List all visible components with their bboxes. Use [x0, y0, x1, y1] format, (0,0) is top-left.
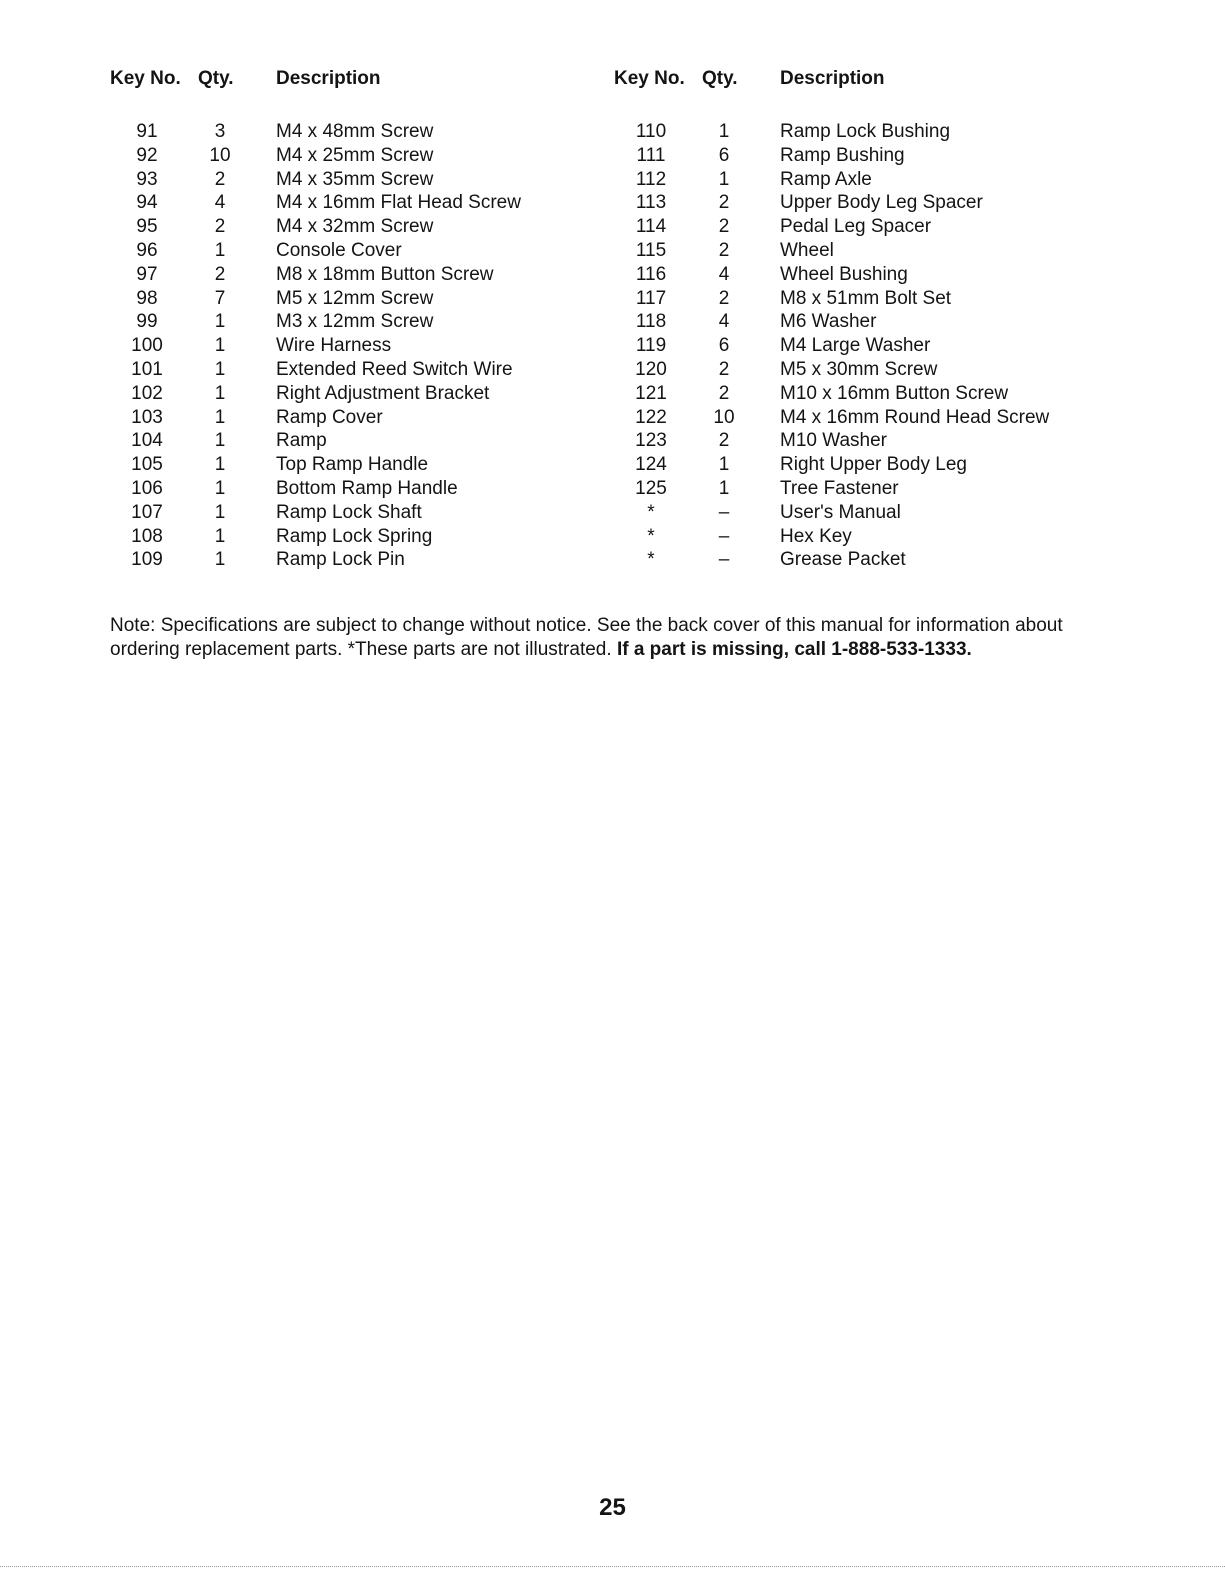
table-row [110, 191, 576, 215]
key-no-cell: 98 [136, 287, 158, 309]
qty-cell: 1 [214, 311, 226, 333]
table-row [614, 453, 1080, 477]
description-cell: Right Adjustment Bracket [276, 382, 490, 404]
key-no-cell: 110 [635, 121, 667, 142]
key-no-cell: 114 [635, 216, 667, 238]
key-no-cell: 121 [635, 382, 667, 404]
qty-cell: 1 [214, 406, 226, 428]
description-cell: Wheel Bushing [780, 263, 908, 285]
key-no-cell: 119 [635, 335, 667, 357]
table-header-row [110, 68, 576, 94]
description-cell: Ramp [276, 430, 327, 452]
description-cell: M6 Washer [780, 311, 877, 333]
table-row [110, 382, 576, 406]
qty-cell: 1 [718, 121, 730, 142]
key-no-cell: 96 [136, 239, 158, 261]
table-row [614, 358, 1080, 382]
description-cell: M4 x 48mm Screw [276, 121, 434, 142]
description-cell: Ramp Cover [276, 406, 383, 428]
qty-cell: 1 [718, 168, 730, 190]
key-no-cell: 109 [131, 549, 163, 571]
description-cell: Tree Fastener [780, 477, 899, 499]
table-row [110, 168, 576, 192]
parts-table-left [110, 68, 576, 572]
missing-part-callout: If a part is missing, call 1-888-533-1333. [616, 639, 972, 660]
table-row [614, 239, 1080, 263]
parts-list-right [614, 94, 1080, 572]
table-row [614, 548, 1080, 572]
note-paragraph [110, 614, 1110, 662]
qty-cell: 6 [718, 335, 730, 357]
table-row [614, 215, 1080, 239]
key-no-cell: 117 [635, 287, 667, 309]
description-cell: M4 x 25mm Screw [276, 144, 434, 166]
table-row [110, 334, 576, 358]
description-cell: Ramp Lock Shaft [276, 501, 422, 523]
qty-cell: 7 [214, 287, 226, 309]
key-no-cell: * [647, 501, 655, 523]
key-no-cell: 122 [635, 406, 667, 428]
key-no-cell: 115 [635, 239, 667, 261]
description-cell: Right Upper Body Leg [780, 454, 967, 476]
qty-cell: 2 [214, 216, 226, 238]
description-cell: Grease Packet [780, 549, 906, 571]
qty-cell: 2 [718, 216, 730, 238]
description-cell: M4 x 32mm Screw [276, 216, 434, 238]
qty-cell: 2 [718, 430, 730, 452]
table-row [614, 120, 1080, 144]
qty-cell: 10 [713, 406, 735, 428]
table-row [614, 287, 1080, 311]
key-no-cell: 92 [136, 144, 158, 166]
qty-cell: 1 [214, 335, 226, 357]
table-row [614, 501, 1080, 525]
key-no-cell: 124 [635, 454, 667, 476]
qty-cell: – [718, 549, 730, 571]
qty-cell: 2 [718, 358, 730, 380]
qty-cell: – [718, 501, 730, 523]
key-no-cell: 123 [635, 430, 667, 452]
table-row [110, 501, 576, 525]
key-no-cell: 113 [635, 192, 667, 214]
description-cell: M10 Washer [780, 430, 887, 452]
description-cell: M4 x 35mm Screw [276, 168, 434, 190]
key-no-cell: 111 [636, 144, 666, 166]
qty-cell: 1 [214, 430, 226, 452]
qty-cell: 1 [214, 358, 226, 380]
description-cell: Ramp Lock Bushing [780, 121, 951, 142]
table-row [110, 453, 576, 477]
qty-cell: 1 [214, 525, 226, 547]
parts-table-right [614, 68, 1080, 572]
key-no-cell: 94 [136, 192, 158, 214]
description-header: Description [276, 68, 381, 89]
key-no-cell: 99 [136, 311, 158, 333]
description-cell: Top Ramp Handle [276, 454, 429, 476]
key-no-cell: 116 [635, 263, 667, 285]
table-row [614, 382, 1080, 406]
qty-cell: 2 [214, 168, 226, 190]
description-cell: Ramp Lock Spring [276, 525, 433, 547]
description-cell: M4 x 16mm Round Head Screw [780, 406, 1050, 428]
key-no-header: Key No. [110, 68, 181, 89]
key-no-cell: * [647, 525, 655, 547]
qty-cell: 1 [718, 477, 730, 499]
table-row [614, 144, 1080, 168]
qty-cell: 1 [214, 239, 226, 261]
key-no-cell: 120 [635, 358, 667, 380]
table-row [614, 334, 1080, 358]
qty-cell: 4 [718, 263, 730, 285]
qty-header: Qty. [198, 68, 234, 89]
qty-cell: 6 [718, 144, 730, 166]
key-no-cell: 112 [635, 168, 667, 190]
description-cell: M5 x 30mm Screw [780, 358, 938, 380]
table-row [614, 168, 1080, 192]
description-cell: M8 x 51mm Bolt Set [780, 287, 952, 309]
key-no-cell: 100 [131, 335, 163, 357]
table-row [110, 144, 576, 168]
description-cell: M5 x 12mm Screw [276, 287, 434, 309]
description-header: Description [780, 68, 885, 89]
key-no-cell: 105 [131, 454, 163, 476]
note-text: Note: Specifications are subject to change without notice. See the back cover of this manual for information about ordering replacement parts. *These parts are not illustrated. [110, 615, 1063, 660]
qty-cell: 1 [214, 382, 226, 404]
description-cell: Wire Harness [276, 335, 392, 357]
description-cell: Extended Reed Switch Wire [276, 358, 513, 380]
description-cell: Upper Body Leg Spacer [780, 192, 983, 214]
table-row [110, 287, 576, 311]
table-header-row [614, 68, 1080, 94]
qty-cell: 2 [718, 192, 730, 214]
table-row [110, 358, 576, 382]
key-no-header: Key No. [614, 68, 685, 89]
qty-cell: 1 [718, 454, 730, 476]
parts-list-left [110, 94, 576, 572]
table-row [614, 263, 1080, 287]
qty-cell: 1 [214, 454, 226, 476]
qty-cell: 1 [214, 501, 226, 523]
qty-cell: 2 [718, 382, 730, 404]
qty-cell: 10 [209, 144, 231, 166]
table-row [614, 191, 1080, 215]
description-cell: User's Manual [780, 501, 901, 523]
qty-cell: 4 [718, 311, 730, 333]
key-no-cell: 108 [131, 525, 163, 547]
description-cell: M4 x 16mm Flat Head Screw [276, 192, 521, 214]
key-no-cell: 118 [635, 311, 667, 333]
key-no-cell: 91 [136, 121, 158, 142]
key-no-cell: 125 [635, 477, 667, 499]
description-cell: Pedal Leg Spacer [780, 216, 932, 238]
page-bottom-divider [0, 1566, 1225, 1567]
qty-cell: 2 [718, 239, 730, 261]
description-cell: Ramp Bushing [780, 144, 905, 166]
description-cell: Hex Key [780, 525, 852, 547]
table-row [614, 310, 1080, 334]
description-cell: Ramp Axle [780, 168, 872, 190]
description-cell: M4 Large Washer [780, 335, 931, 357]
key-no-cell: 95 [136, 216, 158, 238]
qty-cell: 3 [214, 121, 226, 142]
table-row [110, 215, 576, 239]
description-cell: M10 x 16mm Button Screw [780, 382, 1009, 404]
qty-cell: 2 [718, 287, 730, 309]
table-row [614, 477, 1080, 501]
qty-cell: 2 [214, 263, 226, 285]
qty-header: Qty. [702, 68, 738, 89]
table-row [110, 239, 576, 263]
qty-cell: 4 [214, 192, 226, 214]
table-row [110, 429, 576, 453]
key-no-cell: 103 [131, 406, 163, 428]
table-row [110, 263, 576, 287]
description-cell: M3 x 12mm Screw [276, 311, 434, 333]
key-no-cell: 106 [131, 477, 163, 499]
table-row [110, 310, 576, 334]
description-cell: Console Cover [276, 239, 402, 261]
page-number: 25 [599, 1494, 626, 1521]
table-row [614, 406, 1080, 430]
table-row [110, 477, 576, 501]
description-cell: Ramp Lock Pin [276, 549, 405, 571]
key-no-cell: 107 [131, 501, 163, 523]
key-no-cell: 104 [131, 430, 163, 452]
qty-cell: 1 [214, 477, 226, 499]
description-cell: M8 x 18mm Button Screw [276, 263, 494, 285]
description-cell: Wheel [780, 239, 834, 261]
qty-cell: 1 [214, 549, 226, 571]
qty-cell: – [718, 525, 730, 547]
key-no-cell: 97 [136, 263, 158, 285]
key-no-cell: 102 [131, 382, 163, 404]
table-row [110, 525, 576, 549]
key-no-cell: 101 [131, 358, 163, 380]
table-row [614, 525, 1080, 549]
table-row [110, 120, 576, 144]
table-row [614, 429, 1080, 453]
table-row [110, 548, 576, 572]
description-cell: Bottom Ramp Handle [276, 477, 458, 499]
key-no-cell: 93 [136, 168, 158, 190]
table-row [110, 406, 576, 430]
key-no-cell: * [647, 549, 655, 571]
